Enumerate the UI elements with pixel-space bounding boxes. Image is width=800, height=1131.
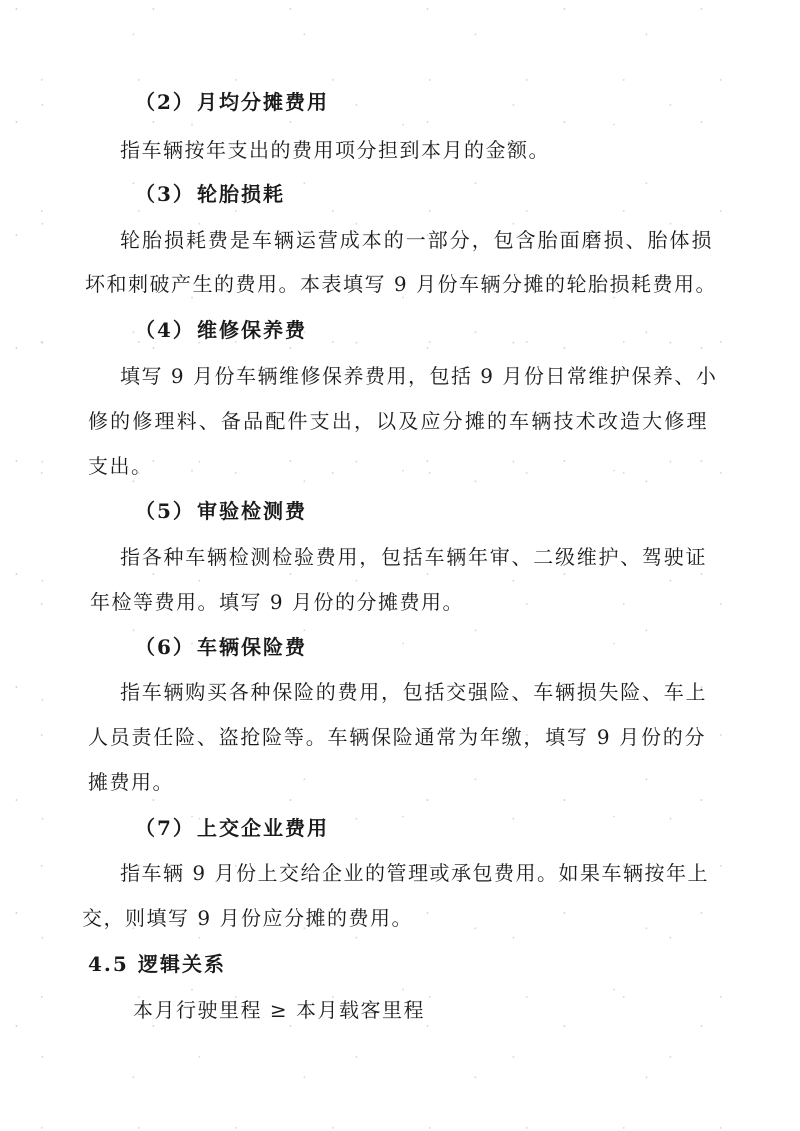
paragraph-line: 摊费用。 xyxy=(88,770,174,794)
section-number: 4.5 xyxy=(88,952,129,976)
item-heading-2 xyxy=(135,88,329,116)
item-title: 维修保养费 xyxy=(197,318,307,342)
item-heading-7 xyxy=(135,814,329,842)
paragraph-line: 指车辆 9 月份上交给企业的管理或承包费用。如果车辆按年上 xyxy=(120,861,709,885)
item-number: （7） xyxy=(135,816,195,840)
item-title: 月均分摊费用 xyxy=(197,90,329,114)
item-heading-6 xyxy=(135,633,307,661)
item-number: （3） xyxy=(135,182,195,206)
paragraph-line: 年检等费用。填写 9 月份的分摊费用。 xyxy=(90,590,464,614)
paragraph-line: 人员责任险、盗抢险等。车辆保险通常为年缴，填写 9 月份的分 xyxy=(88,725,706,749)
paragraph-line: 坏和刺破产生的费用。本表填写 9 月份车辆分摊的轮胎损耗费用。 xyxy=(85,272,717,296)
section-title: 逻辑关系 xyxy=(138,952,226,976)
item-heading-3 xyxy=(135,180,285,208)
paragraph-line: 轮胎损耗费是车辆运营成本的一部分，包含胎面磨损、胎体损 xyxy=(120,228,713,252)
item-number: （5） xyxy=(135,499,195,523)
item-heading-4 xyxy=(135,316,307,344)
paragraph-line: 指车辆购买各种保险的费用，包括交强险、车辆损失险、车上 xyxy=(120,680,707,704)
paragraph-line: 指各种车辆检测检验费用，包括车辆年审、二级维护、驾驶证 xyxy=(120,545,707,569)
item-number: （2） xyxy=(135,90,195,114)
paragraph-line: 支出。 xyxy=(88,454,153,478)
paragraph-line: 指车辆按年支出的费用项分担到本月的金额。 xyxy=(120,138,550,162)
item-number: （4） xyxy=(135,318,195,342)
item-title: 轮胎损耗 xyxy=(197,182,285,206)
item-number: （6） xyxy=(135,635,195,659)
paragraph-line: 修的修理料、备品配件支出，以及应分摊的车辆技术改造大修理 xyxy=(88,409,708,433)
paragraph-line: 交，则填写 9 月份应分摊的费用。 xyxy=(82,906,413,930)
paragraph-line: 填写 9 月份车辆维修保养费用，包括 9 月份日常维护保养、小 xyxy=(120,364,718,388)
logic-rule: 本月行驶里程 ≥ 本月载客里程 xyxy=(133,998,425,1022)
item-title: 车辆保险费 xyxy=(197,635,307,659)
item-title: 上交企业费用 xyxy=(197,816,329,840)
section-heading xyxy=(88,950,226,978)
item-heading-5 xyxy=(135,497,307,525)
item-title: 审验检测费 xyxy=(197,499,307,523)
